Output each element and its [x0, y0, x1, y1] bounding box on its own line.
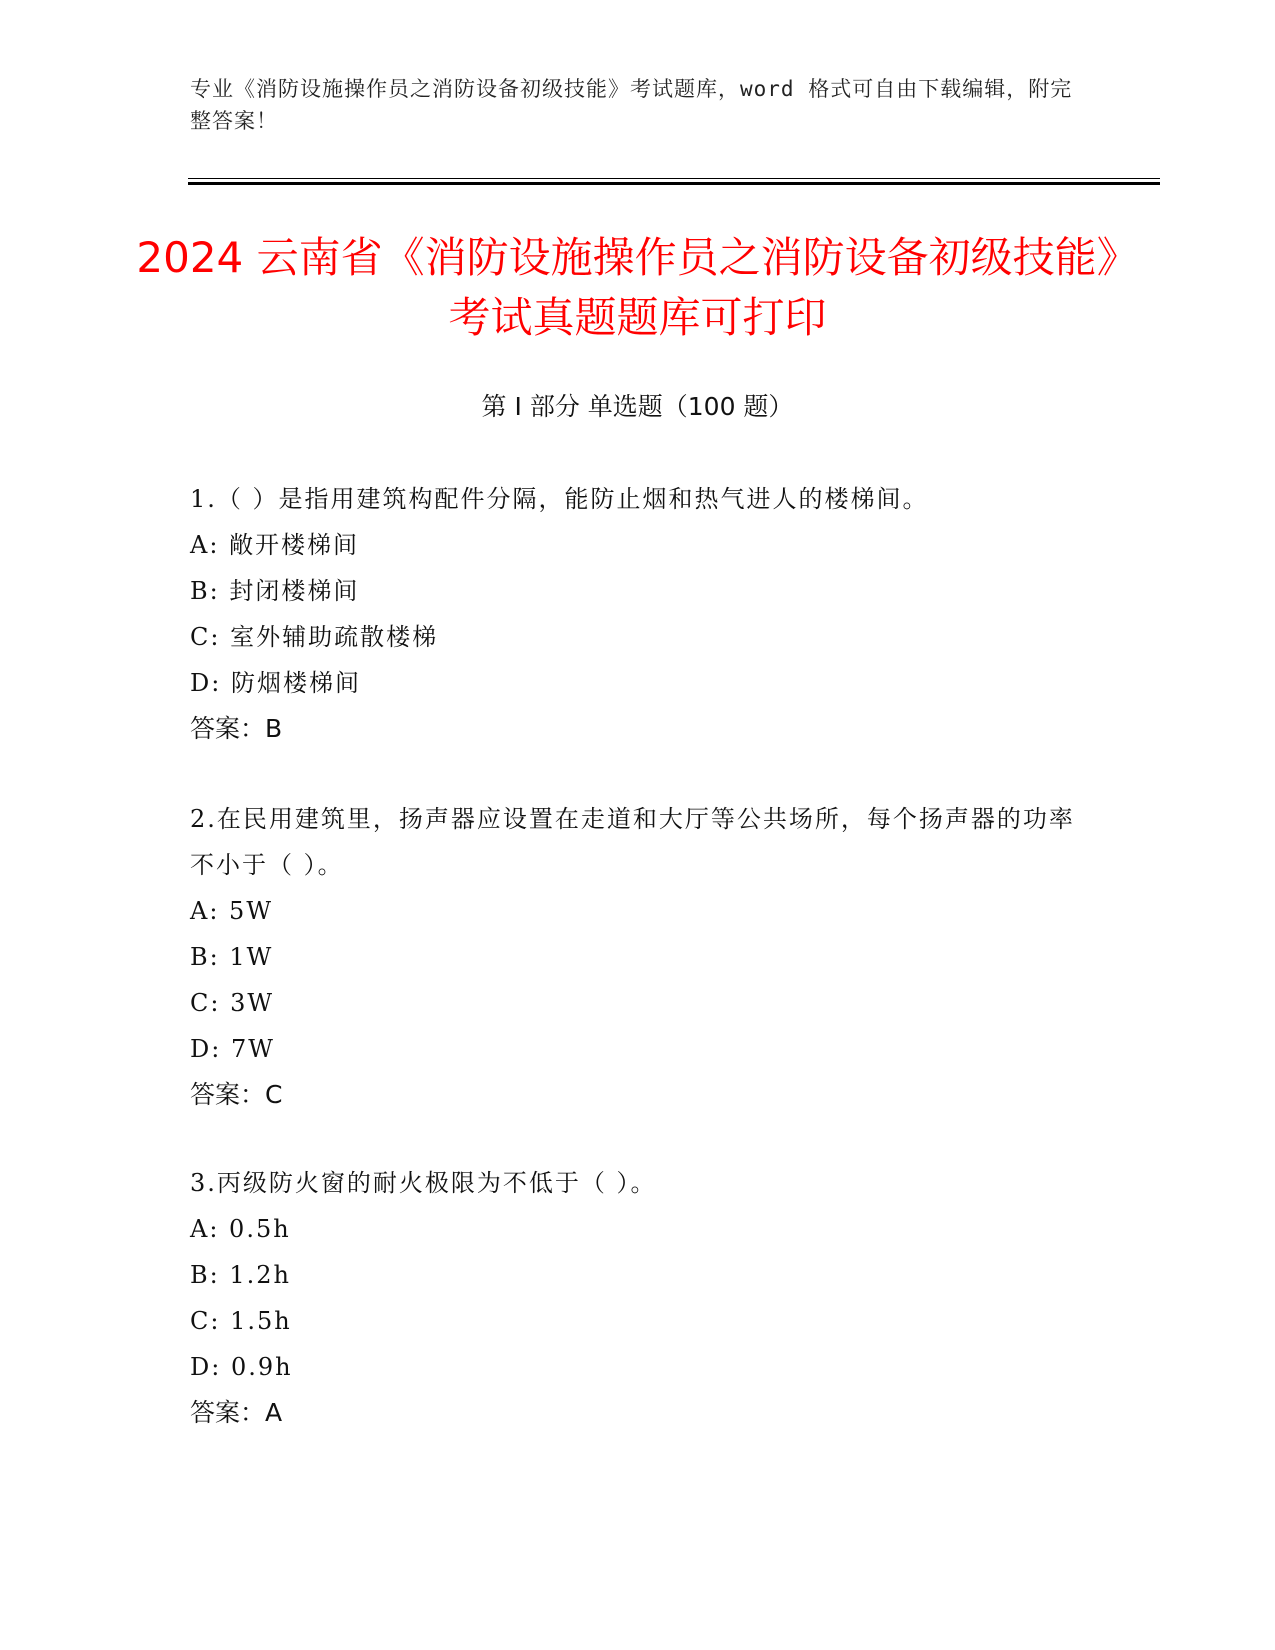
question-stem: 3.丙级防火窗的耐火极限为不低于（ ）。 [190, 1169, 657, 1197]
option-d: D: 7W [190, 1035, 275, 1063]
question-stem: 1.（ ）是指用建筑构配件分隔，能防止烟和热气进人的楼梯间。 [190, 485, 929, 513]
option-c: C: 室外辅助疏散楼梯 [190, 623, 439, 651]
question-stem: 2.在民用建筑里，扬声器应设置在走道和大厅等公共场所，每个扬声器的功率不小于（ ）。 [190, 805, 1075, 879]
option-b: B: 1W [190, 943, 274, 971]
option-d: D: 防烟楼梯间 [190, 669, 361, 697]
question-1 [190, 476, 1090, 752]
answer: 答案：C [190, 1080, 283, 1109]
option-c: C: 1.5h [190, 1307, 292, 1335]
answer: 答案：A [190, 1398, 283, 1427]
section-heading: 第 I 部分 单选题（100 题） [481, 392, 794, 421]
option-b: B: 1.2h [190, 1261, 291, 1289]
option-b: B: 封闭楼梯间 [190, 577, 360, 605]
header-note: 专业《消防设施操作员之消防设备初级技能》考试题库，word 格式可自由下载编辑，附完整答案！ [190, 77, 1073, 133]
header-divider-thin [188, 178, 1160, 179]
option-c: C: 3W [190, 989, 275, 1017]
question-3 [190, 1160, 1090, 1436]
question-2 [190, 796, 1090, 1118]
document-title: 2024 云南省《消防设施操作员之消防设备初级技能》考试真题题库可打印 [136, 233, 1139, 342]
header-divider-thick [188, 182, 1160, 185]
option-a: A: 5W [190, 897, 273, 925]
answer: 答案：B [190, 714, 283, 743]
option-d: D: 0.9h [190, 1353, 293, 1381]
option-a: A: 0.5h [190, 1215, 291, 1243]
option-a: A: 敞开楼梯间 [190, 531, 360, 559]
